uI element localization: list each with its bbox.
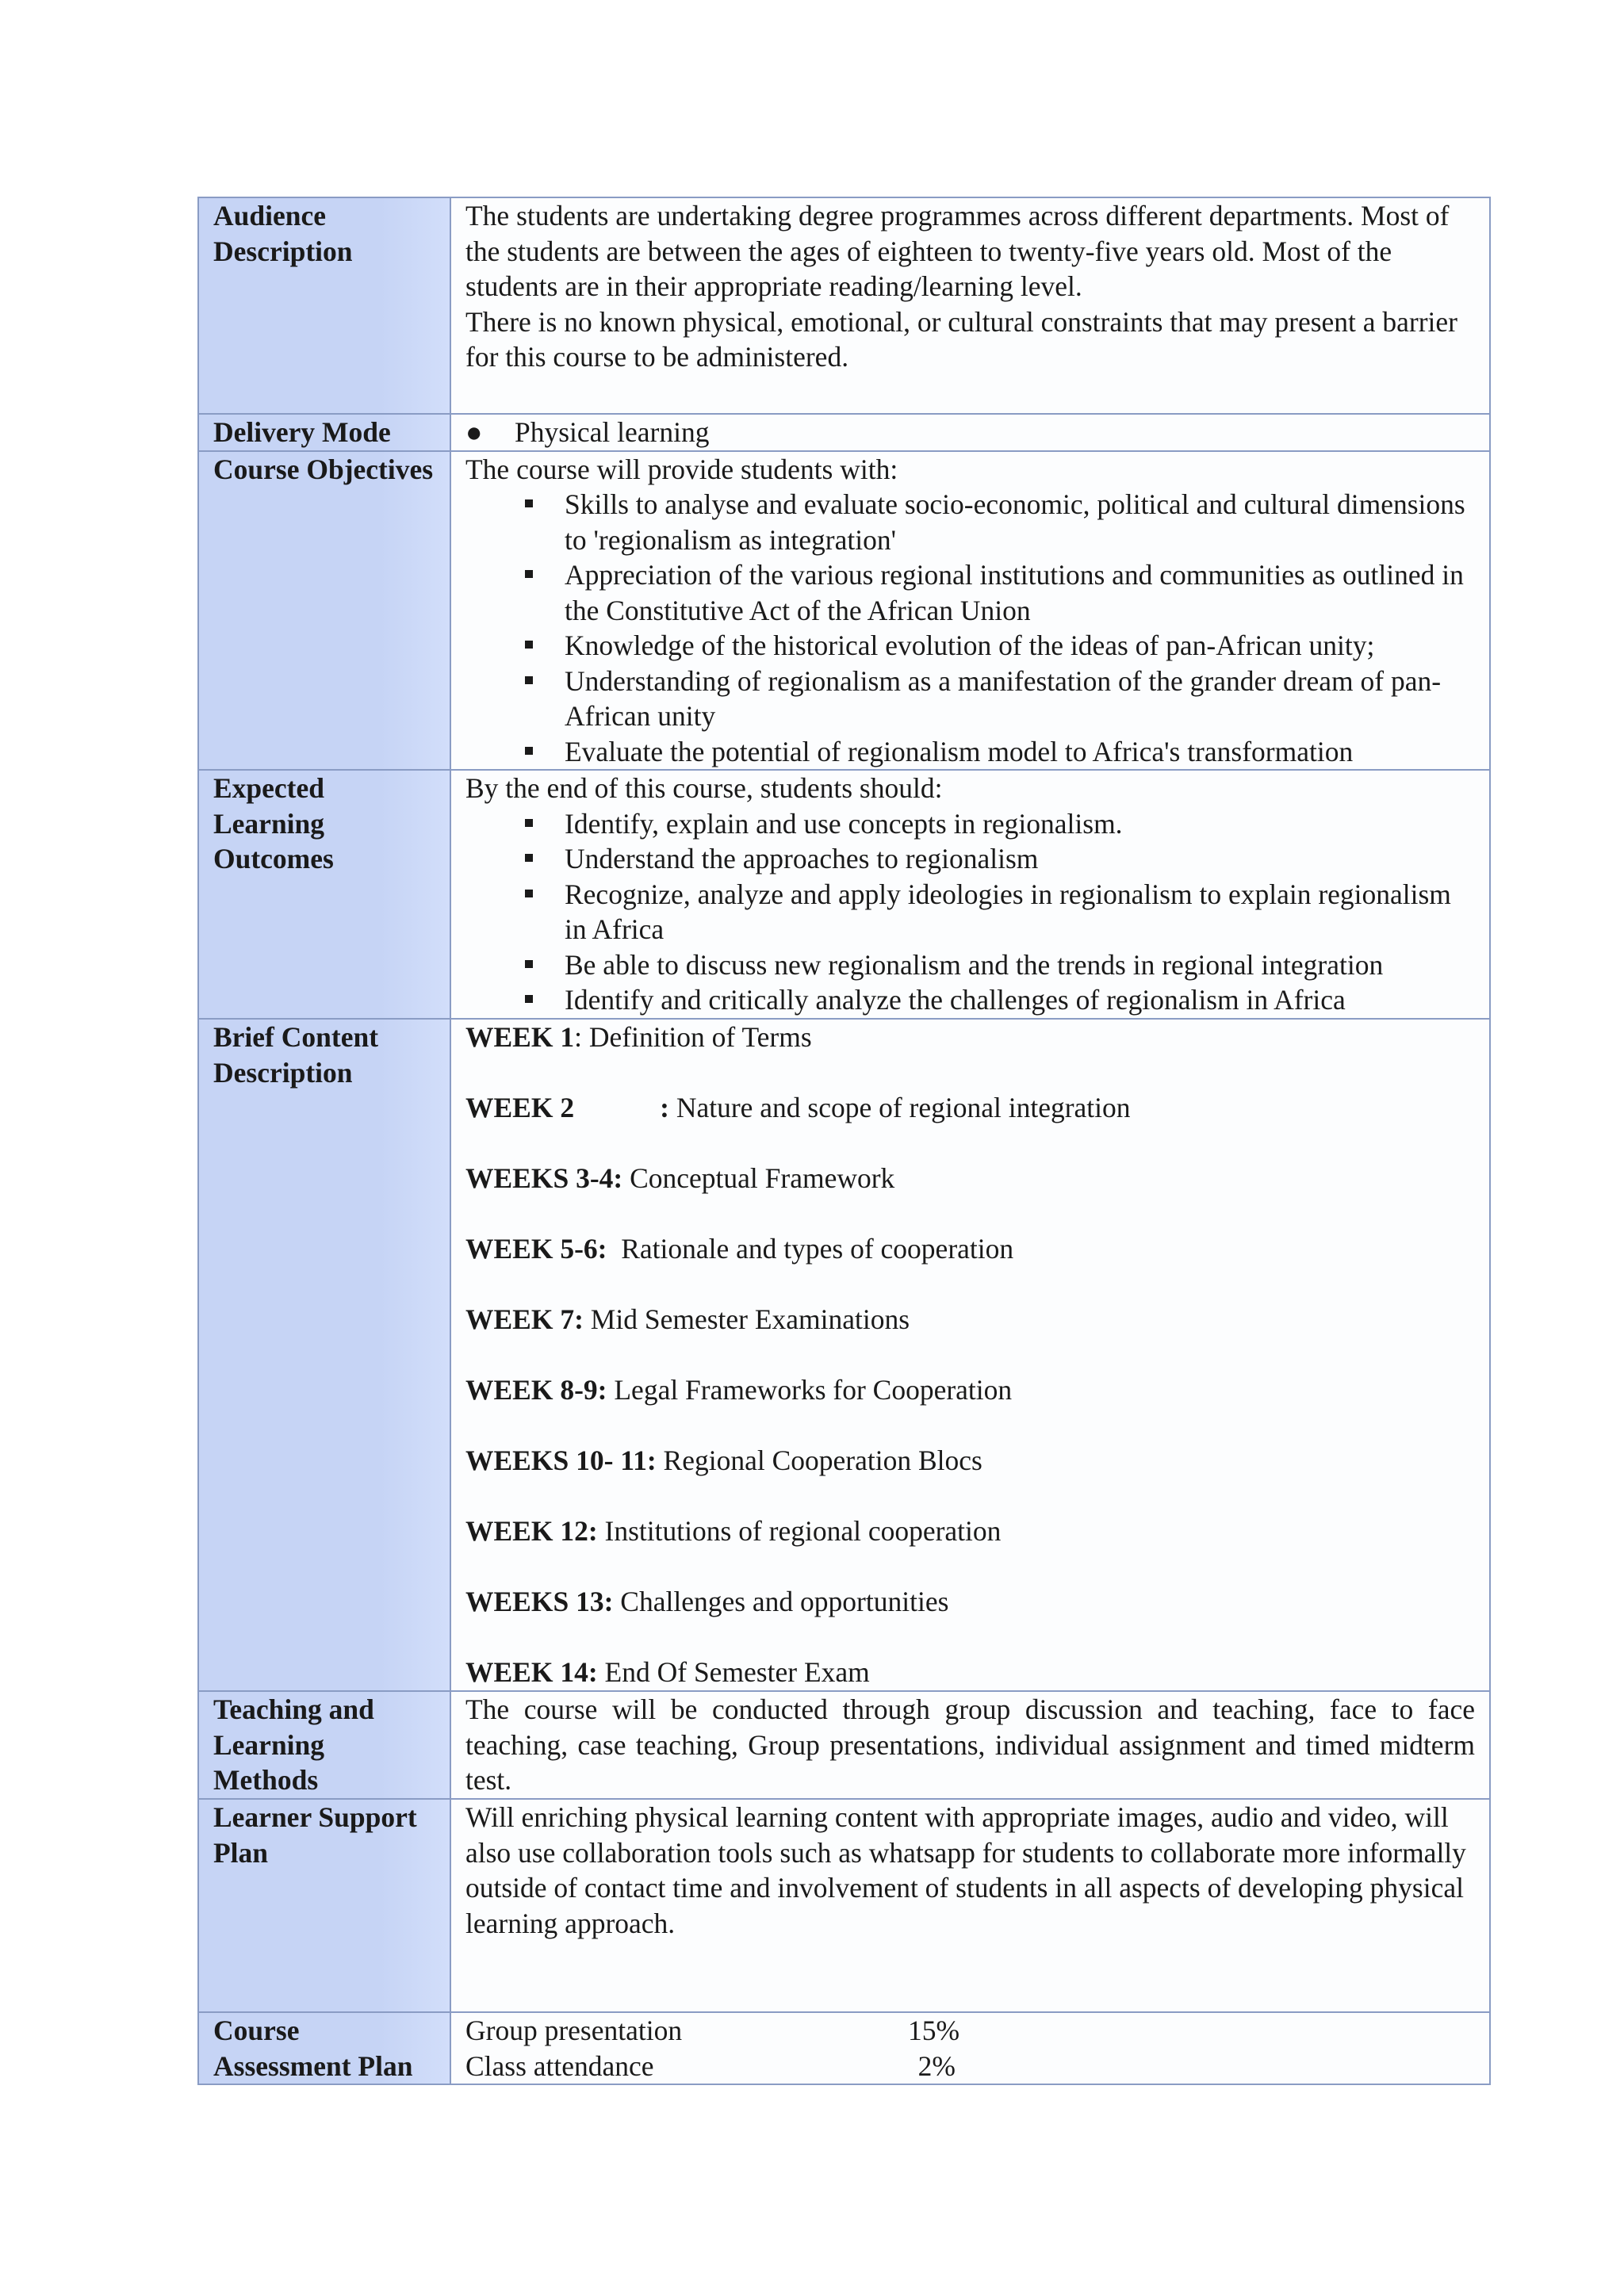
teaching-row [198, 1691, 1490, 1799]
objective-item: Evaluate the potential of regionalism model to Africa's transformation [523, 734, 1475, 770]
audience-paragraph-2: There is no known physical, emotional, or cultural constraints that may present a barrier for this course to be administered. [465, 305, 1457, 373]
outcome-item: Recognize, analyze and apply ideologies in regionalism to explain regionalism in Africa [523, 877, 1475, 947]
week-topic: End Of Semester Exam [597, 1656, 870, 1688]
week-entry [465, 1090, 1475, 1126]
objective-item: Understanding of regionalism as a manifestation of the grander dream of pan-African unity [523, 664, 1475, 734]
outcome-item: Understand the approaches to regionalism [523, 841, 1475, 877]
assessment-name: Class attendance [465, 2049, 654, 2082]
outcomes-list [465, 806, 1475, 1018]
week-entry [465, 1020, 1475, 1055]
teaching-label: Teaching and Learning Methods [198, 1691, 450, 1799]
objective-item: Appreciation of the various regional institutions and communities as outlined in the Constitutive Act of the African Union [523, 557, 1475, 628]
week-number: WEEK 8-9: [465, 1374, 607, 1406]
course-outline-table [197, 197, 1491, 2085]
week-entry [465, 1655, 1475, 1690]
support-content: Will enriching physical learning content with appropriate images, audio and video, will also use collaboration tools such as whatsapp for students to collaborate more informally outside of contact time and involvement of students in all aspects of developing physical learning approach. [450, 1799, 1490, 2012]
assessment-row [198, 2012, 1490, 2084]
teaching-content: The course will be conducted through group discussion and teaching, face to face teaching, case teaching, Group presentations, individual assignment and timed midterm test. [450, 1691, 1490, 1799]
delivery-item [465, 415, 1475, 450]
objective-item: Knowledge of the historical evolution of the ideas of pan-African unity; [523, 628, 1475, 664]
objectives-row [198, 451, 1490, 771]
week-topic: Conceptual Framework [622, 1162, 895, 1194]
outcome-item: Identify, explain and use concepts in regionalism. [523, 806, 1475, 842]
audience-label: Audience Description [198, 197, 450, 414]
week-number: WEEKS 10- 11: [465, 1445, 657, 1476]
week-number: WEEKS 3-4: [465, 1162, 623, 1194]
objectives-content [450, 451, 1490, 771]
week-separator: : [574, 1021, 582, 1053]
assessment-value: 15% [908, 2015, 960, 2046]
week-number: WEEK 1 [465, 1021, 575, 1053]
audience-paragraph-1: The students are undertaking degree programmes across different departments. Most of the students are between the ages of eighteen to twenty-five years old. Most of the students are in their appropriate reading/learning level. [465, 200, 1450, 302]
content-row [198, 1019, 1490, 1691]
week-topic: Legal Frameworks for Cooperation [607, 1374, 1013, 1406]
assessment-value: 2% [917, 2049, 956, 2082]
week-topic: Definition of Terms [581, 1021, 812, 1053]
week-number: WEEK 12: [465, 1515, 598, 1547]
week-entry [465, 1584, 1475, 1620]
week-topic: Institutions of regional cooperation [597, 1515, 1002, 1547]
assessment-item [465, 2013, 1475, 2049]
week-number: WEEKS 13: [465, 1586, 614, 1617]
outcomes-row [198, 770, 1490, 1019]
outcomes-content [450, 770, 1490, 1019]
week-entry [465, 1513, 1475, 1549]
objectives-label: Course Objectives [198, 451, 450, 771]
objectives-intro: The course will provide students with: [465, 453, 898, 485]
week-topic: Challenges and opportunities [613, 1586, 949, 1617]
delivery-row [198, 414, 1490, 451]
week-separator: : [660, 1092, 669, 1123]
delivery-item-text: Physical learning [515, 416, 710, 448]
outcome-item: Be able to discuss new regionalism and the trends in regional integration [523, 947, 1475, 983]
week-topic: Regional Cooperation Blocs [656, 1445, 982, 1476]
assessment-label: Course Assessment Plan [198, 2012, 450, 2084]
content-weeks [450, 1019, 1490, 1691]
outcomes-label: Expected Learning Outcomes [198, 770, 450, 1019]
week-entry [465, 1443, 1475, 1479]
assessment-content [450, 2012, 1490, 2084]
objectives-list [465, 487, 1475, 769]
objective-item: Skills to analyse and evaluate socio-economic, political and cultural dimensions to 'regionalism as integration' [523, 487, 1475, 557]
week-entry [465, 1231, 1475, 1267]
outcomes-intro: By the end of this course, students should: [465, 772, 943, 804]
audience-content [450, 197, 1490, 414]
week-number: WEEK 7: [465, 1303, 584, 1335]
week-entry [465, 1372, 1475, 1408]
audience-row [198, 197, 1490, 414]
week-number: WEEK 14: [465, 1656, 598, 1688]
support-row [198, 1799, 1490, 2012]
bullet-icon: ● [465, 416, 483, 448]
delivery-label: Delivery Mode [198, 414, 450, 451]
week-entry [465, 1302, 1475, 1337]
assessment-name: Group presentation [465, 2015, 683, 2046]
week-number: WEEK 2 [465, 1092, 575, 1123]
delivery-content [450, 414, 1490, 451]
week-entry [465, 1161, 1475, 1196]
content-label: Brief Content Description [198, 1019, 450, 1691]
week-number: WEEK 5-6: [465, 1233, 607, 1265]
assessment-item [465, 2049, 1475, 2084]
week-topic: Nature and scope of regional integration [668, 1092, 1131, 1123]
week-topic: Rationale and types of cooperation [607, 1233, 1014, 1265]
support-label: Learner Support Plan [198, 1799, 450, 2012]
week-topic: Mid Semester Examinations [583, 1303, 910, 1335]
outcome-item: Identify and critically analyze the challenges of regionalism in Africa [523, 982, 1475, 1018]
